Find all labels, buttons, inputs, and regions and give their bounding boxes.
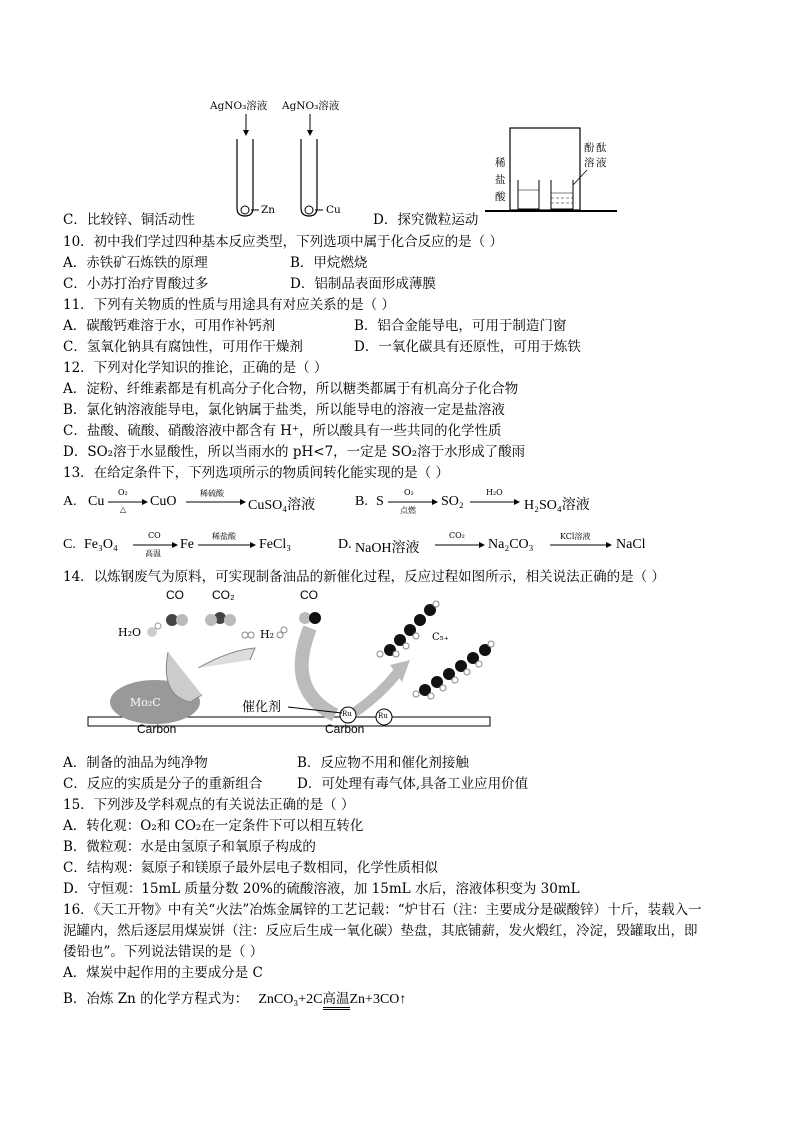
- q13-b-intermediate: SO₂: [441, 494, 464, 509]
- q13-a-reactant: Cu: [88, 494, 105, 509]
- q13-c-arrow1: [133, 541, 178, 549]
- q12-stem: 12．下列对化学知识的推论，正确的是（ ）: [63, 360, 328, 376]
- q14-h2o-label: H₂O: [118, 626, 142, 639]
- q12-option-d: D．SO₂溶于水显酸性，所以当雨水的 pH<7，一定是 SO₂溶于水形成了酸雨: [63, 444, 526, 460]
- q16-option-a: A．煤炭中起作用的主要成分是 C: [63, 965, 263, 981]
- q13-a-label: A.: [63, 494, 77, 509]
- q10-option-b: B．甲烷燃烧: [290, 255, 368, 271]
- right-beaker-label-2: 酞: [596, 142, 607, 154]
- q13-b-product: H₂SO₄溶液: [524, 498, 590, 513]
- q16-stem-line-2: 泥罐内，然后逐层用煤炭饼（注：反应后生成一氧化碳）垫盘，其底铺薪，发火煅红，冷淀，毁罐取出，即: [63, 923, 698, 939]
- q14-option-b: B．反应物不用和催化剂接触: [297, 755, 469, 771]
- right-beaker-label-3: 溶: [584, 157, 595, 169]
- option-c-caption: C．比较锌、铜活动性: [63, 212, 195, 228]
- q13-c-intermediate: Fe: [180, 537, 194, 552]
- right-beaker-label-1: 酚: [584, 142, 595, 154]
- q11-stem: 11．下列有关物质的性质与用途具有对应关系的是（ ）: [63, 297, 395, 313]
- q13-a-intermediate: CuO: [150, 494, 177, 509]
- q14-option-a: A．制备的油品为纯净物: [63, 755, 208, 771]
- q13-a-arrow2: [186, 498, 246, 506]
- q13-a-arrow1: [108, 498, 148, 506]
- q16-b-prefix: B．冶炼 Zn 的化学方程式为：: [63, 991, 249, 1007]
- q15-stem: 15．下列涉及学科观点的有关说法正确的是（ ）: [63, 797, 355, 813]
- q13-c-reactant: Fe₃O₄: [84, 537, 118, 552]
- q13-c-product: FeCl₃: [259, 537, 292, 552]
- q13-b-arrow1: [388, 498, 438, 506]
- q10-stem: 10．初中我们学过四种基本反应类型，下列选项中属于化合反应的是（ ）: [63, 234, 503, 250]
- left-beaker-label-3: 酸: [495, 191, 506, 203]
- q13-c-arrow2-top: 稀盐酸: [212, 532, 236, 541]
- q13-d-intermediate: Na₂CO₃: [488, 537, 534, 552]
- q10-option-a: A．赤铁矿石炼铁的原理: [63, 255, 208, 271]
- q14-option-c: C．反应的实质是分子的重新组合: [63, 776, 263, 792]
- q13-a-arrow2-top: 稀硫酸: [200, 489, 224, 498]
- q14-carbon-label-2: Carbon: [325, 722, 365, 736]
- q14-co2-label: CO₂: [212, 588, 235, 602]
- q14-catalysis-figure: [80, 590, 500, 740]
- q13-d-arrow2-top: KCl溶液: [560, 532, 591, 541]
- q11-option-d: D．一氧化碳具有还原性，可用于炼铁: [354, 339, 581, 355]
- q14-ru-label-2: Ru: [378, 712, 388, 720]
- q16-option-b: [63, 990, 406, 1010]
- q16-b-rhs: Zn+3CO↑: [349, 992, 407, 1007]
- left-beaker-label-1: 稀: [495, 157, 506, 169]
- option-d-caption: D．探究微粒运动: [373, 212, 479, 228]
- q14-stem: 14．以炼钢废气为原料，可实现制备油品的新催化过程，反应过程如图所示，相关说法正确的是（ ）: [63, 569, 665, 585]
- q11-option-a: A．碳酸钙难溶于水，可用作补钙剂: [63, 318, 276, 334]
- q11-option-b: B．铝合金能导电，可用于制造门窗: [354, 318, 567, 334]
- q13-d-reactant: NaOH溶液: [355, 541, 420, 556]
- q14-co-label-2: CO: [300, 588, 318, 602]
- q13-c-arrow2: [198, 541, 256, 549]
- q13-d-label: D.: [338, 537, 352, 552]
- q13-b-arrow1-top: O₂: [404, 488, 414, 497]
- right-beaker-label-4: 液: [596, 157, 607, 169]
- q12-option-c: C．盐酸、硫酸、硝酸溶液中都含有 H⁺，所以酸具有一些共同的化学性质: [63, 423, 502, 439]
- q15-option-b: B．微粒观：水是由氢原子和氧原子构成的: [63, 839, 316, 855]
- q15-option-a: A．转化观：O₂和 CO₂在一定条件下可以相互转化: [63, 818, 364, 834]
- q13-option-a: [63, 494, 77, 510]
- q14-c5-label: C₅₊: [432, 632, 449, 643]
- q13-c-arrow1-top: CO: [148, 531, 161, 540]
- tube1-reagent-label: AgNO₃溶液: [210, 100, 268, 112]
- q15-option-c: C．结构观：氦原子和镁原子最外层电子数相同，化学性质相似: [63, 860, 438, 876]
- q12-option-b: B．氯化钠溶液能导电，氯化钠属于盐类，所以能导电的溶液一定是盐溶液: [63, 402, 505, 418]
- q10-option-d: D．铝制品表面形成薄膜: [290, 276, 436, 292]
- q16-b-lhs: ZnCO₃+2C: [258, 992, 323, 1007]
- q13-d-arrow1-top: CO₂: [449, 531, 465, 540]
- tube2-metal-label: Cu: [326, 204, 341, 216]
- q14-figure-drawing: [80, 590, 500, 740]
- tube1-metal-label: Zn: [261, 204, 276, 216]
- tube2-reagent-label: AgNO₃溶液: [282, 100, 340, 112]
- q11-option-c: C．氢氧化钠具有腐蚀性，可用作干燥剂: [63, 339, 303, 355]
- q10-option-c: C．小苏打治疗胃酸过多: [63, 276, 209, 292]
- q16-stem-line-3: 倭铅也”。下列说法错误的是（ ）: [63, 944, 264, 960]
- q13-d-arrow2: [550, 541, 612, 549]
- q13-a-product: CuSO₄溶液: [248, 498, 316, 513]
- q14-option-d: D．可处理有毒气体,具备工业应用价值: [297, 776, 529, 792]
- q13-b-arrow2: [470, 498, 520, 506]
- q13-a-arrow1-bottom: △: [120, 505, 127, 514]
- q13-b-arrow1-bottom: 点燃: [400, 506, 416, 515]
- q13-d-product: NaCl: [616, 537, 646, 552]
- q13-c-arrow1-bottom: 高温: [145, 549, 161, 558]
- q12-option-a: A．淀粉、纤维素都是有机高分子化合物，所以糖类都属于有机高分子化合物: [63, 381, 519, 397]
- q13-d-arrow1: [435, 541, 485, 549]
- q15-option-d: D．守恒观：15mL 质量分数 20%的硫酸溶液，加 15mL 水后，溶液体积变为 30mL: [63, 881, 580, 897]
- q14-ru-label-1: Ru: [342, 710, 352, 718]
- left-beaker-label-2: 盐: [495, 174, 506, 186]
- q16-stem-line-1: 16．《天工开物》中有关“火法”冶炼金属锌的工艺记载：“炉甘石（注：主要成分是碳酸锌）十斤，装载入一: [63, 902, 702, 918]
- q14-mo2c-label: Mo₂C: [130, 696, 161, 709]
- q16-b-condition: 高温: [323, 991, 350, 1010]
- q13-c-label: C.: [63, 537, 76, 552]
- q13-a-arrow1-top: O₂: [118, 488, 128, 497]
- q14-catalyst-label: 催化剂: [242, 700, 282, 715]
- q13-b-arrow2-top: H₂O: [486, 488, 503, 497]
- q14-carbon-label-1: Carbon: [137, 722, 177, 736]
- q13-b-label: B.: [355, 494, 368, 509]
- q14-co-label-1: CO: [166, 588, 184, 602]
- q13-stem: 13．在给定条件下，下列选项所示的物质间转化能实现的是（ ）: [63, 465, 449, 481]
- q13-b-reactant: S: [376, 494, 384, 509]
- q14-h2-label: H₂: [260, 628, 275, 641]
